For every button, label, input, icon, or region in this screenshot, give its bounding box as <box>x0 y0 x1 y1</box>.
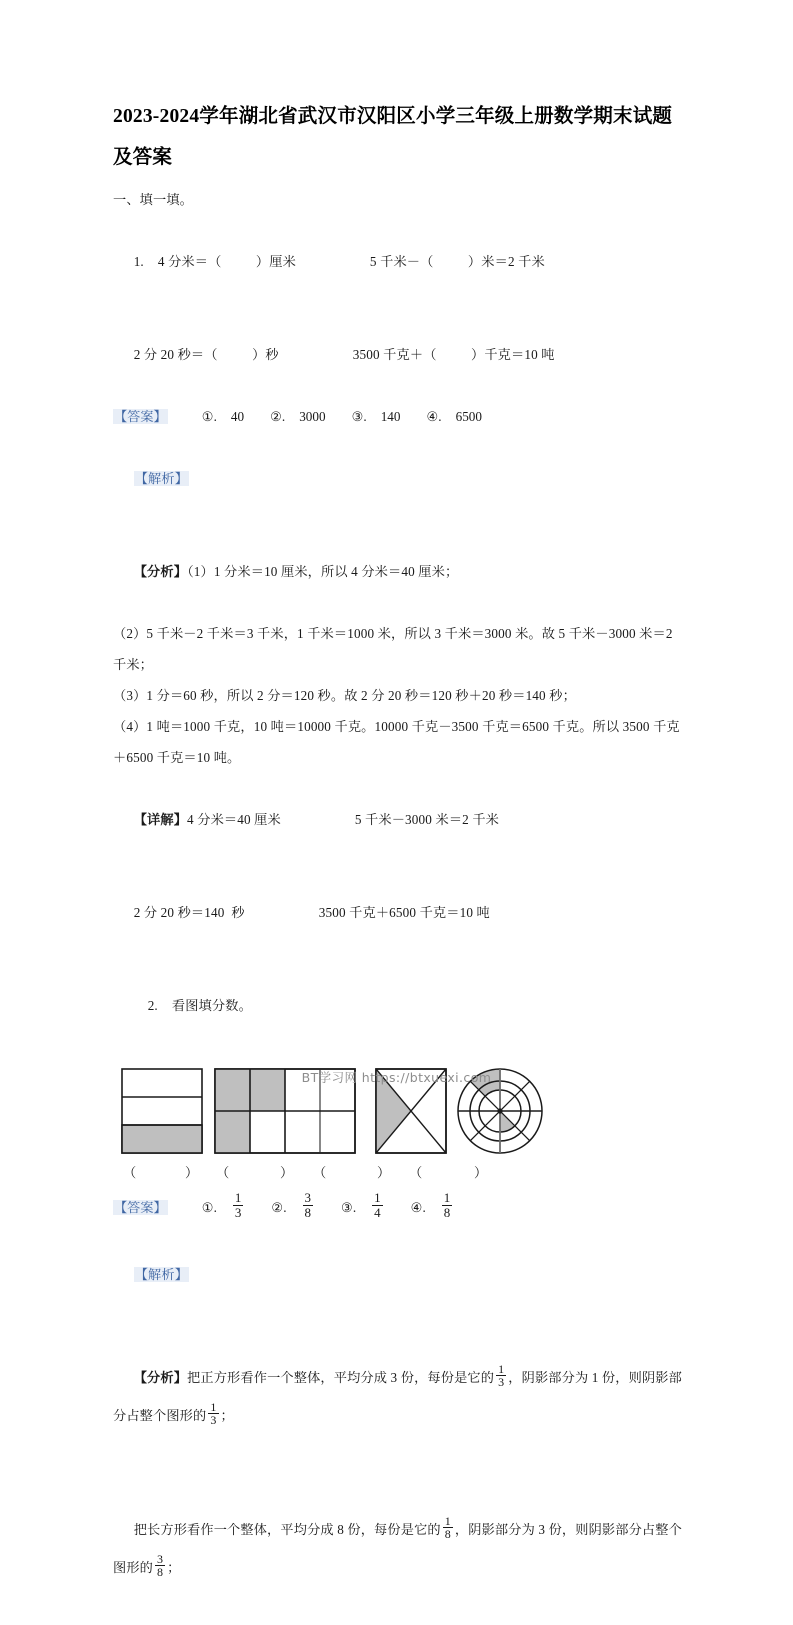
question-1-blank-b: 5 千米－（ ）米＝2 千米 <box>369 254 545 269</box>
detail-text-4: 3500 千克＋6500 千克＝10 吨 <box>318 905 490 920</box>
question-1-analysis-3: （3）1 分＝60 秒，所以 2 分＝120 秒。故 2 分 20 秒＝120 秒＋20 秒＝140 秒； <box>113 688 576 703</box>
question-1-detail-line-2 <box>113 866 683 959</box>
answer-marker-2-1: ①. <box>201 1200 217 1215</box>
answer-marker-2-2: ②. <box>271 1200 287 1215</box>
blank-close-3: ） <box>377 1165 391 1180</box>
answer-marker-2-4: ④. <box>410 1200 426 1215</box>
question-1-analysis-tag-row <box>113 432 683 525</box>
analysis-2-text-c: ； <box>220 1408 234 1423</box>
question-2-number: 2. <box>147 998 158 1013</box>
detail-text-2: 5 千米－3000 米＝2 千米 <box>354 812 500 827</box>
question-2-answer-row <box>113 1188 683 1228</box>
answer-marker-3: ③. <box>351 409 367 424</box>
answer-value-3: 140 <box>380 409 401 424</box>
question-1-line-1 <box>113 215 683 308</box>
analysis-tag: 【解析】 <box>134 471 189 486</box>
answer-fraction-2: $\frac{3}{8}$ <box>304 1190 311 1220</box>
analysis-tag-2: 【解析】 <box>134 1267 189 1282</box>
analysis-2-text-f: ； <box>167 1560 181 1575</box>
blank-open-3: （ <box>313 1165 327 1180</box>
analysis-2-text-b: ，阴影部分为 1 份，则阴影部分占整个图形的 <box>113 1370 682 1423</box>
analysis-text-1: （1）1 分米＝10 厘米，所以 4 分米＝40 厘米； <box>187 564 459 579</box>
question-2-blanks-row <box>113 1158 683 1188</box>
question-2-prompt <box>113 959 683 1052</box>
fenxi-tag: 【分析】 <box>133 564 188 579</box>
answer-value-1: 40 <box>230 409 245 424</box>
blank-open-1: （ <box>123 1165 137 1180</box>
detail-text-1: 4 分米＝40 厘米 <box>187 812 281 827</box>
blank-open-4: （ <box>409 1165 423 1180</box>
analysis-fraction-1: $\frac{1}{3}$ <box>498 1361 505 1390</box>
analysis-fraction-4: $\frac{3}{8}$ <box>157 1551 164 1580</box>
page-title: 2023-2024学年湖北省武汉市汉阳区小学三年级上册数学期末试题及答案 <box>113 106 673 168</box>
answer-value-2: 3000 <box>299 409 326 424</box>
question-1-blank-d: 3500 千克＋（ ）千克＝10 吨 <box>352 347 555 362</box>
footer-watermark: BT学习网 https://btxuexi.com <box>301 1070 492 1085</box>
analysis-fraction-3: $\frac{1}{8}$ <box>444 1513 451 1542</box>
question-1-blank-c: 2 分 20 秒＝（ ）秒 <box>133 347 279 362</box>
analysis-2-text-d: 把长方形看作一个整体，平均分成 8 份，每份是它的 <box>133 1522 441 1537</box>
question-1-number: 1. <box>133 254 144 269</box>
answer-tag: 【答案】 <box>114 409 167 424</box>
question-2-analysis-1 <box>113 1321 683 1473</box>
question-1-line-2 <box>113 308 683 401</box>
answer-marker-4: ④. <box>426 409 442 424</box>
analysis-2-text-a: 把正方形看作一个整体，平均分成 3 份，每份是它的 <box>187 1370 495 1385</box>
question-1-analysis-4: （4）1 吨＝1000 千克，10 吨＝10000 千克。10000 千克－3500 千克＝6500 千克。所以 3500 千克＋6500 千克＝10 吨。 <box>113 719 680 765</box>
question-1-blank-a: 4 分米＝（ ）厘米 <box>157 254 296 269</box>
question-1-detail-line-1 <box>113 773 683 866</box>
question-1-analysis-2: （2）5 千米－2 千米＝3 千米，1 千米＝1000 米，所以 3 千米＝3000 米。故 5 千米－3000 米＝2 千米； <box>113 626 677 672</box>
answer-fraction-3: $\frac{1}{4}$ <box>374 1190 381 1220</box>
answer-value-4: 6500 <box>455 409 482 424</box>
question-1-analysis-1 <box>113 525 683 618</box>
question-1-answer-row <box>113 401 683 432</box>
question-2-prompt-text: 看图填分数。 <box>171 998 252 1013</box>
blank-open-2: （ <box>216 1165 230 1180</box>
blank-close-2: ） <box>280 1165 294 1180</box>
blank-close-4: ） <box>474 1165 488 1180</box>
fenxi-tag-2: 【分析】 <box>133 1370 188 1385</box>
question-2-analysis-2 <box>113 1473 683 1625</box>
analysis-2-text-e: ，阴影部分为 3 份，则阴影部分占整个图形的 <box>113 1522 682 1575</box>
answer-marker-1: ①. <box>201 409 217 424</box>
section-heading: 一、填一填。 <box>113 192 194 207</box>
blank-close-1: ） <box>185 1165 199 1180</box>
analysis-fraction-2: $\frac{1}{3}$ <box>210 1399 217 1428</box>
answer-fraction-4: $\frac{1}{8}$ <box>443 1190 451 1220</box>
answer-fraction-1: $\frac{1}{3}$ <box>234 1190 242 1220</box>
xiangjie-tag: 【详解】 <box>133 812 188 827</box>
answer-marker-2: ②. <box>270 409 286 424</box>
question-2-analysis-tag-row <box>113 1228 683 1321</box>
detail-text-3: 2 分 20 秒＝140 秒 <box>133 905 245 920</box>
answer-marker-2-3: ③. <box>341 1200 357 1215</box>
answer-tag-2: 【答案】 <box>114 1200 167 1215</box>
document-content <box>113 96 683 1625</box>
